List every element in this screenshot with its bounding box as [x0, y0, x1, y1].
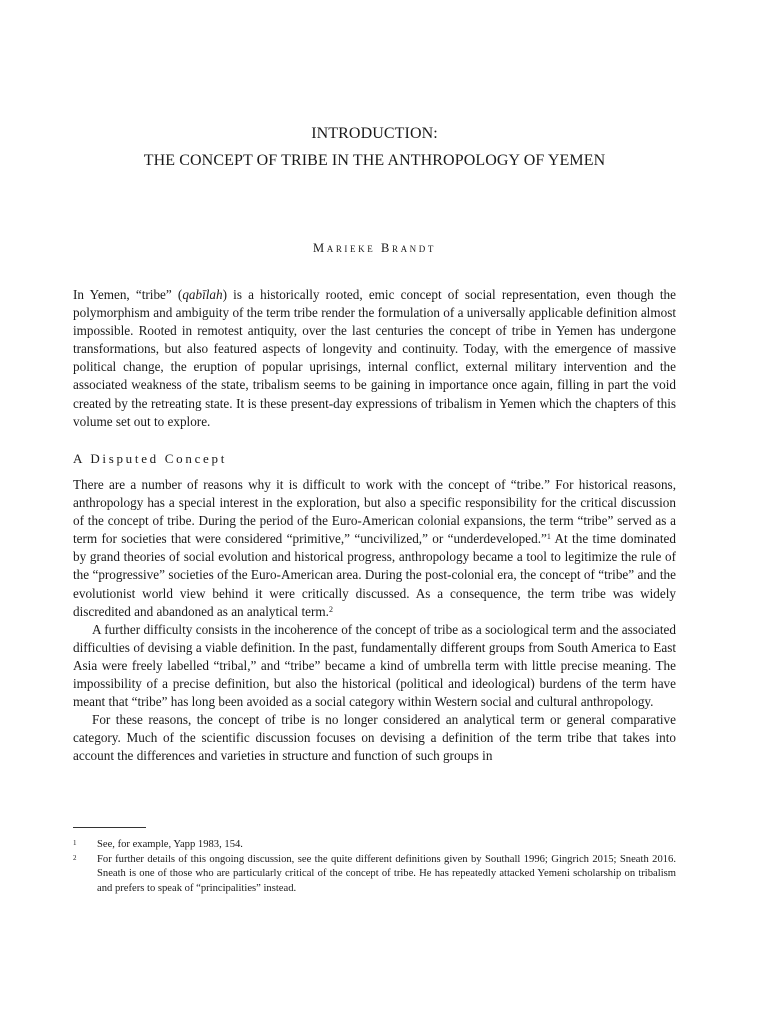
section-paragraph-3: For these reasons, the concept of tribe is no longer considered an analytical term or general comparative category. Much of the scientific discussion focuses on devising a definition of the term tribe that takes into account the differences and varieties in structure and function of such groups in — [73, 712, 676, 764]
paragraph-1-part-2: At the time dominated by grand theories of social evolution and historical progress, anthropology became a tool to legitimize the rule of the “progressive” societies of the Euro-American area. During the post-colonial era, the concept of “tribe” and the evolutionist world view behind it were critically discussed. As a consequence, the term tribe was widely discredited and abandoned as an analytical term. — [73, 531, 676, 619]
intro-arabic-term: qabīlah — [182, 287, 223, 302]
intro-text-part-1: In Yemen, “tribe” ( — [73, 287, 183, 302]
paragraph-1-part-1: There are a number of reasons why it is difficult to work with the concept of “tribe.” For historical reasons, anthropology has a special interest in the exploration, but also a specific responsibility for the critical discussion of the concept of tribe. During the period of the Euro-American colonial expansions, the term “tribe” served as a term for societies that were considered “primitive,” “uncivilized,” or “underdeveloped.” — [73, 477, 676, 547]
footnote-1-number: 1 — [73, 839, 77, 847]
section-paragraph-1 — [73, 476, 676, 621]
author-name: Marieke Brandt — [313, 241, 436, 255]
section-paragraph-2: A further difficulty consists in the incoherence of the concept of tribe as a sociological term and the associated difficulties of devising a viable definition. In the past, fundamentally different groups from South America to East Asia were freely labelled “tribal,” and “tribe” became a kind of umbrella term with little precise meaning. The impossibility of a precise definition, but also the historical (political and ideological) burdens of the term have meant that “tribe” has long been avoided as a social category within Western social and cultural anthropology. — [73, 621, 676, 710]
section-body — [73, 476, 676, 766]
chapter-title-line-1: INTRODUCTION: — [311, 125, 438, 142]
footnote-separator — [73, 827, 146, 828]
footnote-2-text: For further details of this ongoing discussion, see the quite different definitions given by Southall 1996; Gingrich 2015; Sneath 2016. Sneath is one of those who are particularly critical of the concept of tribe. He has repeatedly attacked Yemeni scholarship on tribalism and prefers to speak of “principalities” instead. — [97, 853, 676, 894]
footnote-2 — [73, 853, 676, 897]
footnote-ref-2[interactable]: 2 — [328, 604, 333, 614]
intro-text-part-2: ) is a historically rooted, emic concept of social representation, even though the polymorphism and ambiguity of the term tribe render the formulation of a universally applicable definition almost impossible. Rooted in remotest antiquity, over the last centuries the concept of tribe in Yemen has undergone transformations, but also featured aspects of longevity and continuity. Today, with the emergence of massive political change, the eruption of popular uprisings, internal conflict, external military intervention and the associated weakness of the state, tribalism seems to be gaining in importance once again, filling in part the void created by the retreating state. It is these present-day expressions of tribalism in Yemen which the chapters of this volume set out to explore. — [73, 287, 676, 429]
footnotes — [73, 838, 676, 896]
footnote-1 — [73, 838, 676, 853]
intro-paragraph — [73, 286, 676, 431]
chapter-title-line-2: THE CONCEPT OF TRIBE IN THE ANTHROPOLOGY OF YEMEN — [143, 152, 606, 169]
footnote-1-text: See, for example, Yapp 1983, 154. — [97, 839, 243, 850]
section-heading: A Disputed Concept — [73, 451, 228, 466]
footnote-ref-1[interactable]: 1 — [546, 532, 551, 542]
footnote-2-number: 2 — [73, 853, 77, 862]
